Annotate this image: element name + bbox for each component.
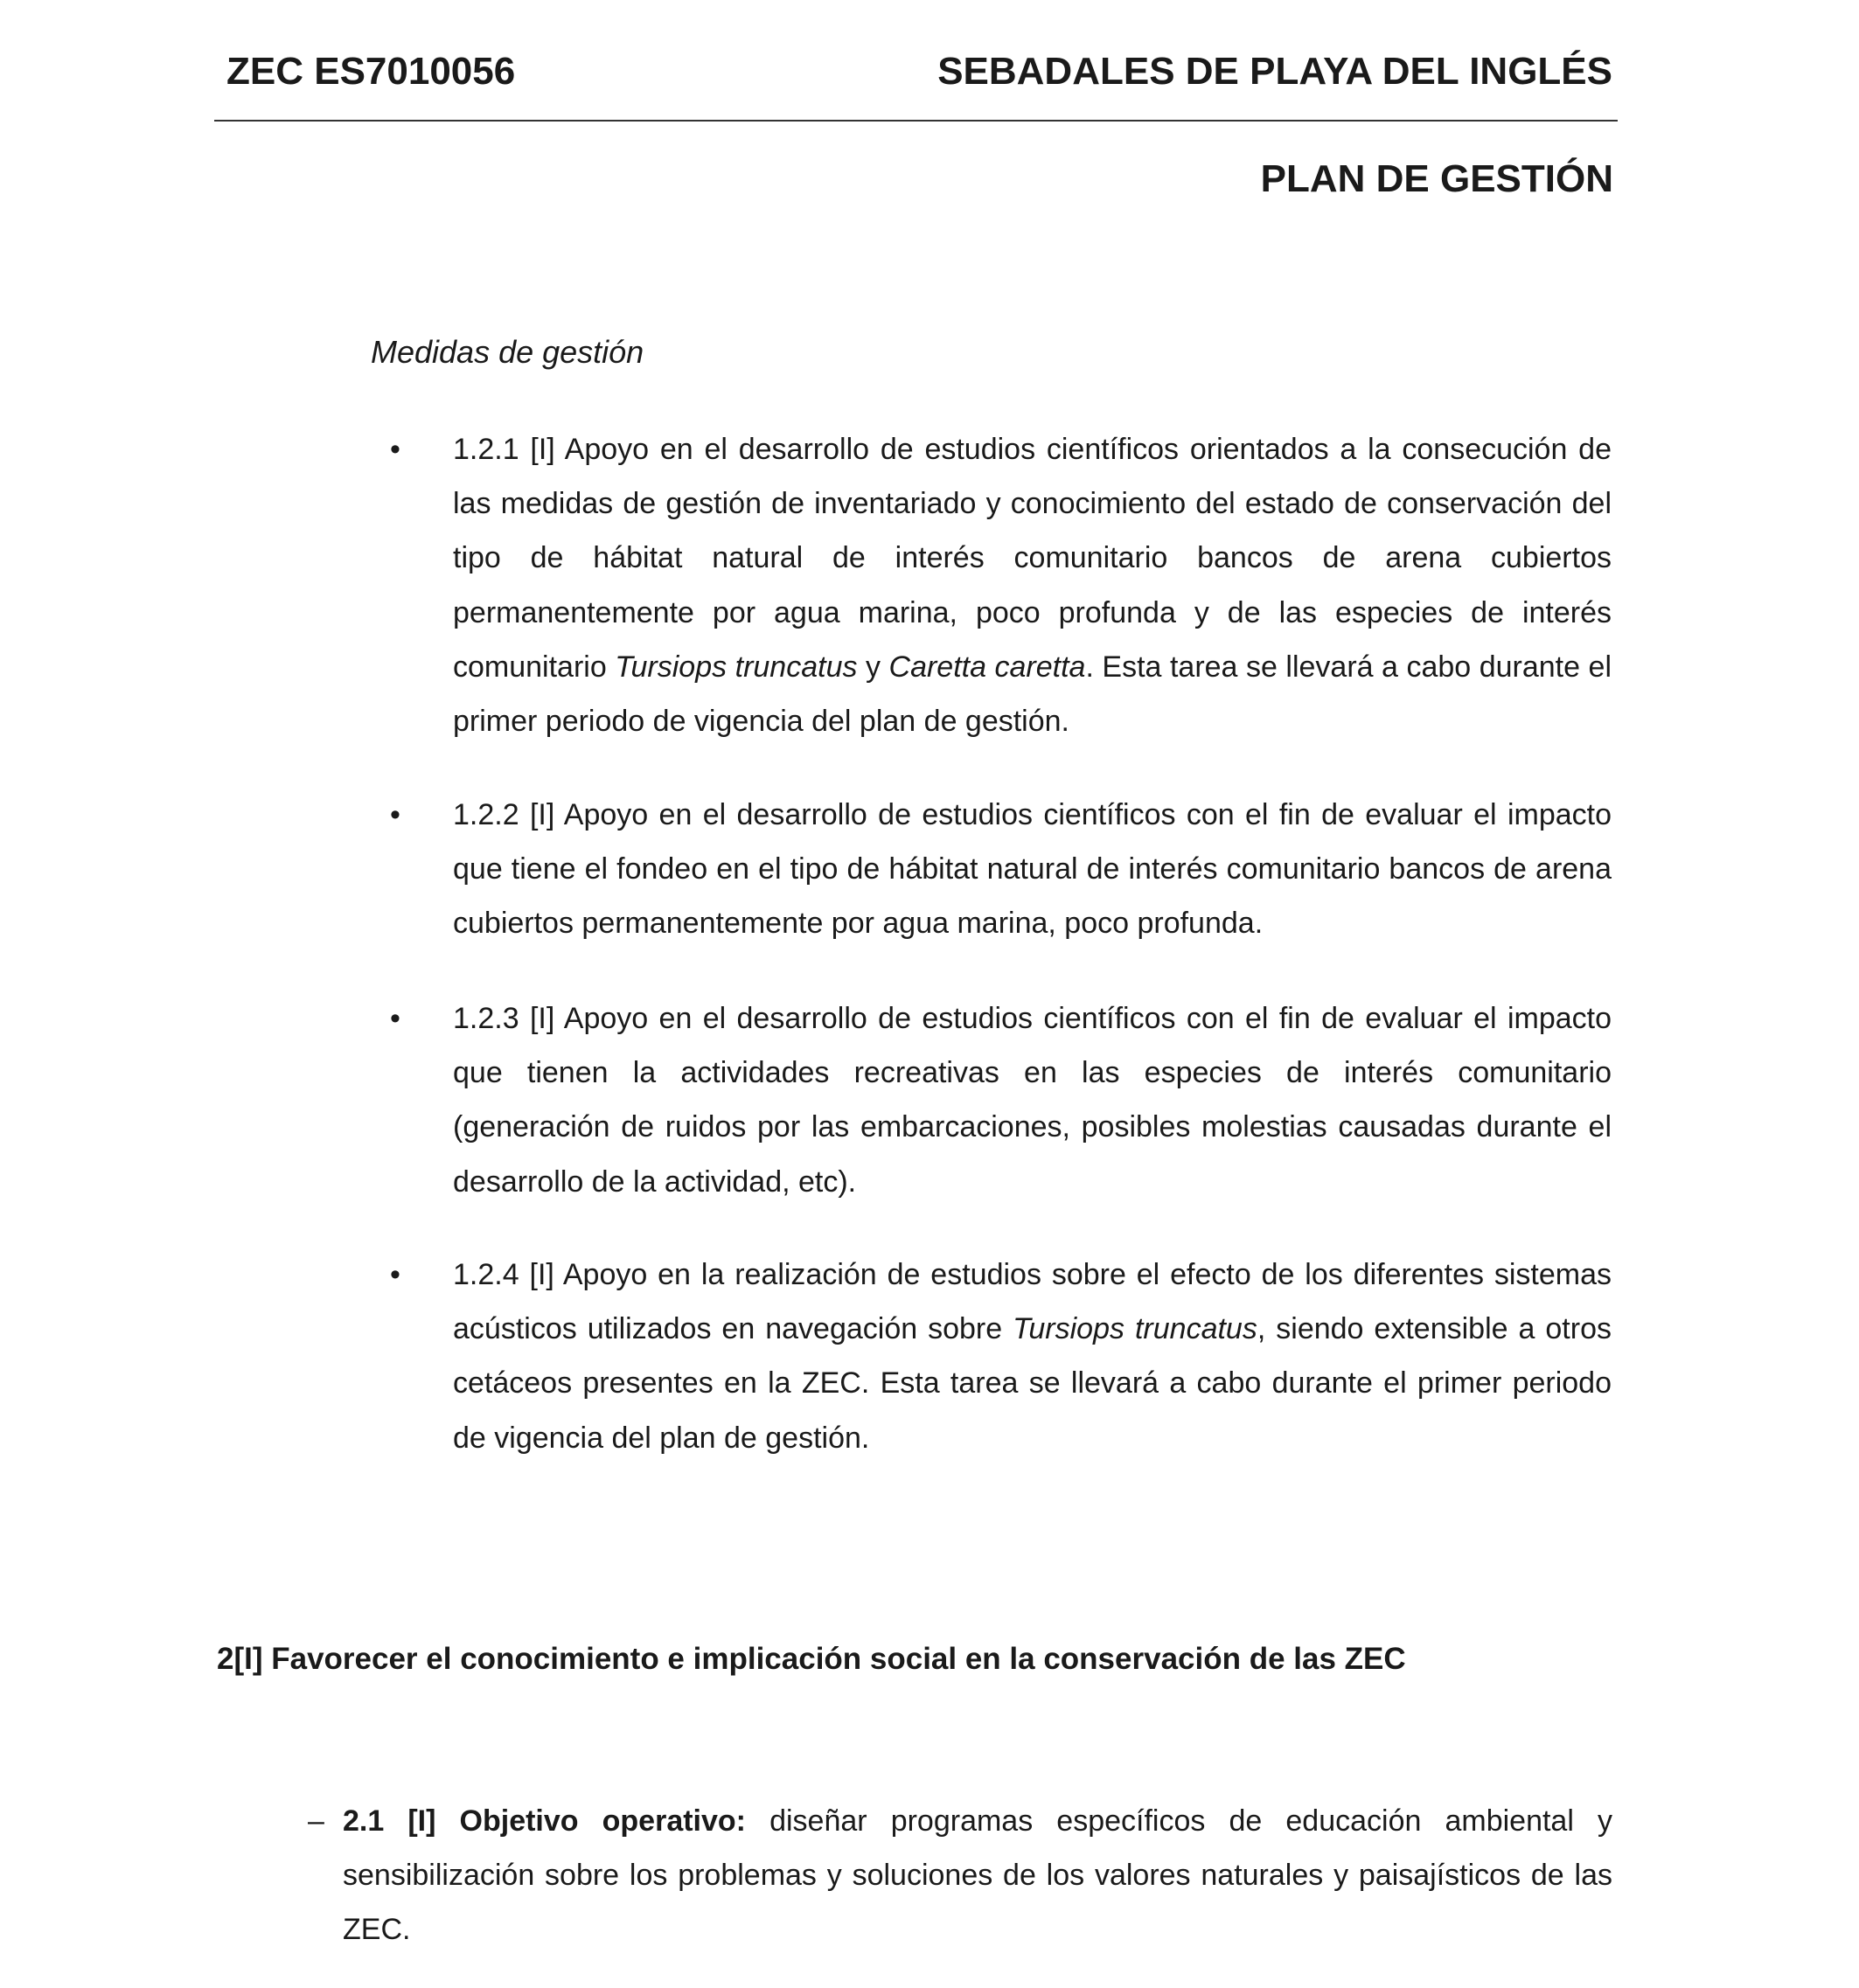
measure-text xyxy=(453,1248,1612,1465)
operative-label: 2.1 [I] Objetivo operativo: xyxy=(343,1804,746,1838)
measure-text-part: 1.2.1 [I] Apoyo en el desarrollo de estudios científicos orientados a la consecución de las medidas de gestión de inventariado y conocimiento del estado de conservación del tipo de hábitat natural de interés comunitario bancos de arena cubiertos permanentemente por agua marina, poco profunda y de las especies de interés comunitario xyxy=(453,433,1612,684)
measure-text: 1.2.3 [I] Apoyo en el desarrollo de estudios científicos con el fin de evaluar el impacto que tienen la actividades recreativas en las especies de interés comunitario (generación de ruidos por las embarcaciones, posibles molestias causadas durante el desarrollo de la actividad, etc). xyxy=(453,1002,1612,1199)
list-item xyxy=(390,991,1612,1209)
operative-objective xyxy=(308,1794,1612,1957)
operative-description: diseñar programas específicos de educación ambiental y sensibilización sobre los problemas y soluciones de los valores naturales y paisajísticos de las ZEC. xyxy=(343,1804,1612,1947)
operative-text xyxy=(343,1794,1612,1957)
species-name: Tursiops truncatus xyxy=(615,650,858,684)
site-code: ZEC ES7010056 xyxy=(226,50,516,93)
bullet-icon: • xyxy=(390,1002,400,1035)
page-header xyxy=(214,0,1618,122)
dash-icon: – xyxy=(308,1804,324,1838)
measure-text-part: , siendo extensible a otros cetáceos presentes en la ZEC. Esta tarea se llevará a cabo durante el primer periodo de vigencia del plan de gestión. xyxy=(453,1312,1612,1455)
list-item xyxy=(390,422,1612,748)
measure-text-part: 1.2.4 [I] Apoyo en la realización de estudios sobre el efecto de los diferentes sistemas acústicos utilizados en navegación sobre xyxy=(453,1258,1612,1346)
species-name: Tursiops truncatus xyxy=(1013,1312,1257,1346)
measure-text-part: . Esta tarea se llevará a cabo durante el primer periodo de vigencia del plan de gestión. xyxy=(453,650,1612,739)
measure-text xyxy=(453,422,1612,748)
species-name: Caretta caretta xyxy=(888,650,1086,684)
site-name: SEBADALES DE PLAYA DEL INGLÉS xyxy=(937,50,1612,93)
document-title: PLAN DE GESTIÓN xyxy=(1260,157,1613,200)
bullet-icon: • xyxy=(390,1258,400,1291)
section-label: Medidas de gestión xyxy=(371,334,644,370)
bullet-icon: • xyxy=(390,433,400,466)
list-item xyxy=(390,788,1612,951)
objective-heading: 2[I] Favorecer el conocimiento e implicación social en la conservación de las ZEC xyxy=(217,1642,1406,1676)
measure-text-part: y xyxy=(857,650,889,684)
bullet-icon: • xyxy=(390,798,400,831)
list-item xyxy=(390,1248,1612,1465)
measure-text: 1.2.2 [I] Apoyo en el desarrollo de estudios científicos con el fin de evaluar el impacto que tiene el fondeo en el tipo de hábitat natural de interés comunitario bancos de arena cubiertos permanentemente por agua marina, poco profunda. xyxy=(453,798,1612,941)
